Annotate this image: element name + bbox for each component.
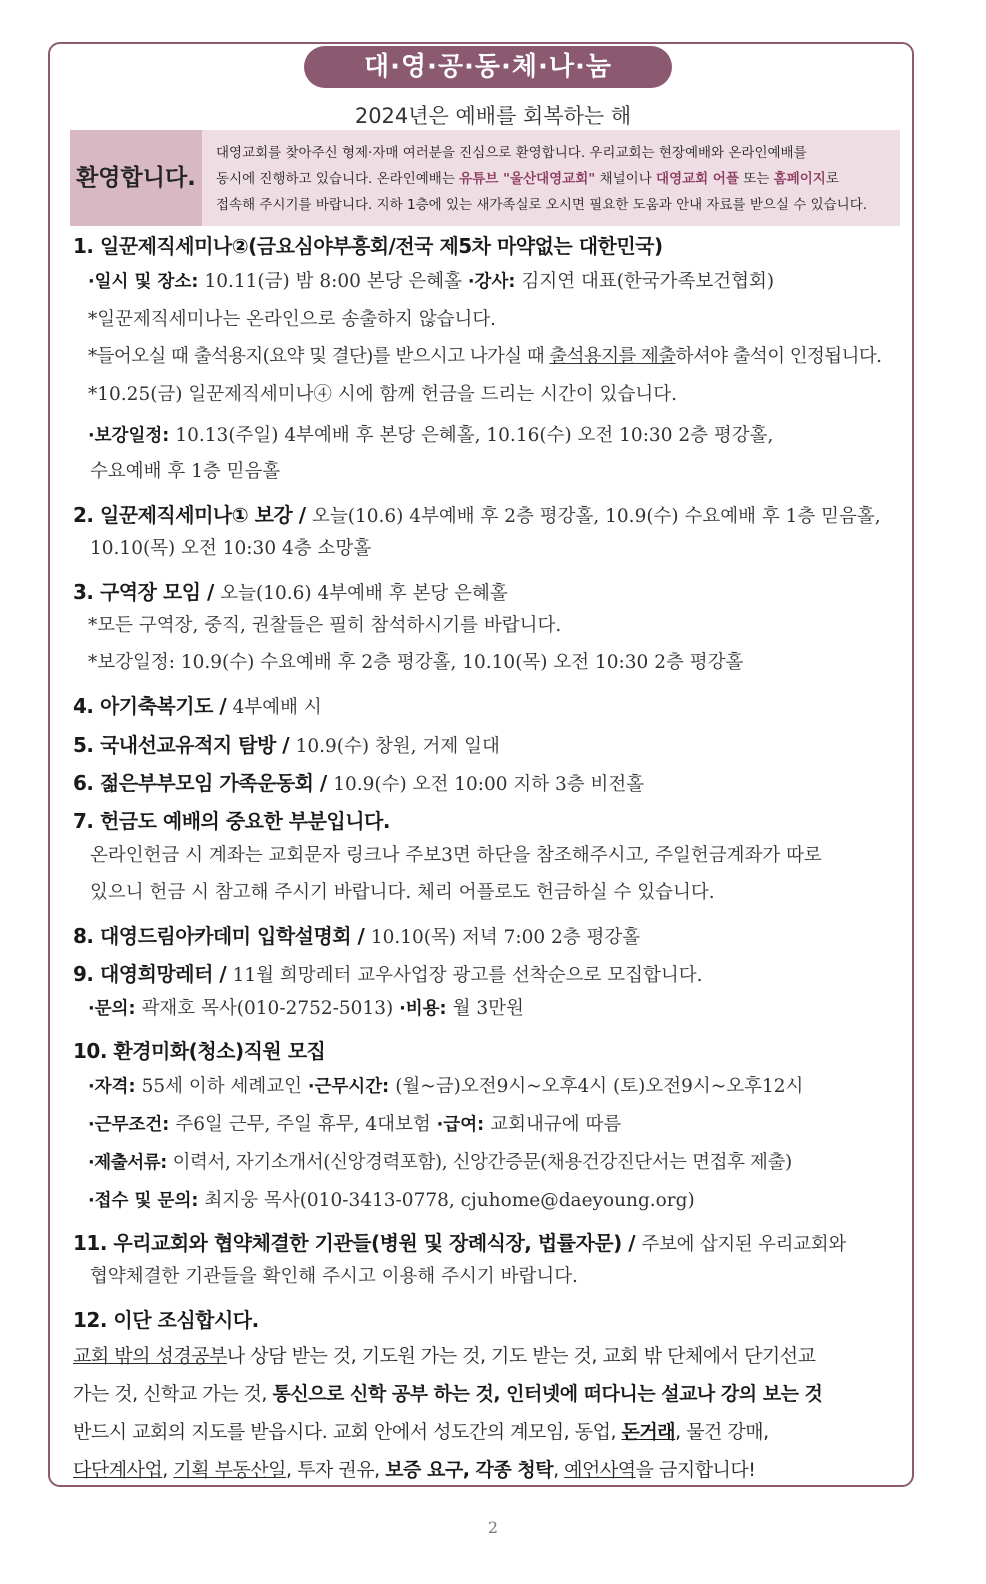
item-2-cont: 10.10(목) 오전 10:30 4층 소망홀 [90, 538, 372, 559]
item-12-paragraph: 반드시 교회의 지도를 받읍시다. 교회 안에서 성도간의 계모임, 동업, 돈거래, 물건 강매, [73, 1421, 769, 1443]
item-8: 8. 대영드림아카데미 입학설명회 / 10.10(목) 저녁 7:00 2층 평강홀 [73, 924, 641, 948]
item-11-cont: 협약체결한 기관들을 확인해 주시고 이용해 주시기 바랍니다. [90, 1266, 578, 1287]
item-3: 3. 구역장 모임 / 오늘(10.6) 4부예배 후 본당 은혜홀 [73, 580, 508, 604]
item-1-note: *10.25(금) 일꾼제직세미나④ 시에 함께 헌금을 드리는 시간이 있습니다. [88, 384, 677, 405]
item-2: 2. 일꾼제직세미나① 보강 / 오늘(10.6) 4부예배 후 2층 평강홀, 10.9(수) 수요예배 후 1층 믿음홀, [73, 503, 881, 527]
item-5: 5. 국내선교유적지 탐방 / 10.9(수) 창원, 거제 일대 [73, 733, 500, 757]
welcome-line: 대영교회를 찾아주신 형제·자매 여러분을 진심으로 환영합니다. 우리교회는 현장예배와 온라인예배를 [216, 145, 807, 161]
item-12-paragraph: 다단계사업, 기획 부동산일, 투자 권유, 보증 요구, 각종 청탁, 예언사역을 금지합니다! [73, 1459, 756, 1481]
welcome-box [70, 130, 900, 226]
year-motto: 2024년은 예배를 회복하는 해 [354, 104, 632, 128]
item-10-detail: ·자격: 55세 이하 세례교인 ·근무시간: (월~금)오전9시~오후4시 (토)오전9시~오후12시 [88, 1076, 804, 1097]
item-10-title: 10. 환경미화(청소)직원 모집 [73, 1039, 326, 1063]
item-1-makeup: ·보강일정: 10.13(주일) 4부예배 후 본당 은혜홀, 10.16(수) 오전 10:30 2층 평강홀, [88, 425, 774, 446]
item-1-note: *일꾼제직세미나는 온라인으로 송출하지 않습니다. [88, 309, 497, 330]
item-12-title: 12. 이단 조심합시다. [73, 1308, 259, 1332]
welcome-line: 접속해 주시기를 바랍니다. 지하 1층에 있는 새가족실로 오시면 필요한 도움과 안내 자료를 받으실 수 있습니다. [216, 197, 868, 213]
item-10-detail: ·제출서류: 이력서, 자기소개서(신앙경력포함), 신앙간증문(채용건강진단서는 면접후 제출) [88, 1152, 792, 1173]
homepage-link[interactable]: 홈페이지 [773, 171, 826, 187]
item-12-paragraph: 교회 밖의 성경공부나 상담 받는 것, 기도원 가는 것, 기도 받는 것, 교회 밖 단체에서 단기선교 [73, 1345, 816, 1367]
item-12-paragraph: 가는 것, 신학교 가는 것, 통신으로 신학 공부 하는 것, 인터넷에 떠다니는 설교나 강의 보는 것 [73, 1383, 823, 1405]
item-3-note: *보강일정: 10.9(수) 수요예배 후 2층 평강홀, 10.10(목) 오전 10:30 2층 평강홀 [88, 652, 744, 673]
item-1-title: 1. 일꾼제직세미나②(금요심야부흥회/전국 제5차 마약없는 대한민국) [73, 234, 663, 258]
item-4: 4. 아기축복기도 / 4부예배 시 [73, 694, 322, 718]
item-6: 6. 젊은부부모임 가족운동회 / 10.9(수) 오전 10:00 지하 3층 비전홀 [73, 771, 645, 795]
item-7-title: 7. 헌금도 예배의 중요한 부분입니다. [73, 809, 390, 833]
page-number: 2 [487, 1518, 499, 1537]
welcome-label: 환영합니다. [70, 130, 202, 226]
item-1-note: *들어오실 때 출석용지(요약 및 결단)를 받으시고 나가실 때 출석용지를 제출하셔야 출석이 인정됩니다. [88, 346, 882, 367]
item-10-detail: ·근무조건: 주6일 근무, 주일 휴무, 4대보험 ·급여: 교회내규에 따름 [88, 1114, 622, 1135]
section-banner: 대·영·공·동·체·나·눔 [304, 46, 672, 88]
church-app-link[interactable]: 대영교회 어플 [656, 171, 739, 187]
item-7-text: 온라인헌금 시 계좌는 교회문자 링크나 주보3면 하단을 참조해주시고, 주일헌금계좌가 따로 [90, 845, 822, 866]
welcome-line: 동시에 진행하고 있습니다. 온라인예배는 유튜브 "울산대영교회" 채널이나 대영교회 어플 또는 홈페이지로 [216, 171, 839, 187]
item-1-detail: ·일시 및 장소: 10.11(금) 밤 8:00 본당 은혜홀 ·강사: 김지연 대표(한국가족보건협회) [88, 271, 775, 292]
welcome-text [216, 140, 896, 218]
item-11: 11. 우리교회와 협약체결한 기관들(병원 및 장례식장, 법률자문) / 주보에 삽지된 우리교회와 [73, 1231, 846, 1255]
item-9-detail: ·문의: 곽재호 목사(010-2752-5013) ·비용: 월 3만원 [88, 998, 524, 1019]
item-9: 9. 대영희망레터 / 11월 희망레터 교우사업장 광고를 선착순으로 모집합니다. [73, 962, 703, 986]
item-1-makeup-cont: 수요예배 후 1층 믿음홀 [90, 461, 281, 482]
item-7-text: 있으니 헌금 시 참고해 주시기 바랍니다. 체리 어플로도 헌금하실 수 있습니다. [90, 882, 715, 903]
youtube-channel-link[interactable]: 유튜브 "울산대영교회" [459, 171, 596, 187]
item-10-detail: ·접수 및 문의: 최지웅 목사(010-3413-0778, cjuhome@daeyoung.org) [88, 1190, 695, 1211]
item-3-note: *모든 구역장, 중직, 권찰들은 필히 참석하시기를 바랍니다. [88, 615, 562, 636]
